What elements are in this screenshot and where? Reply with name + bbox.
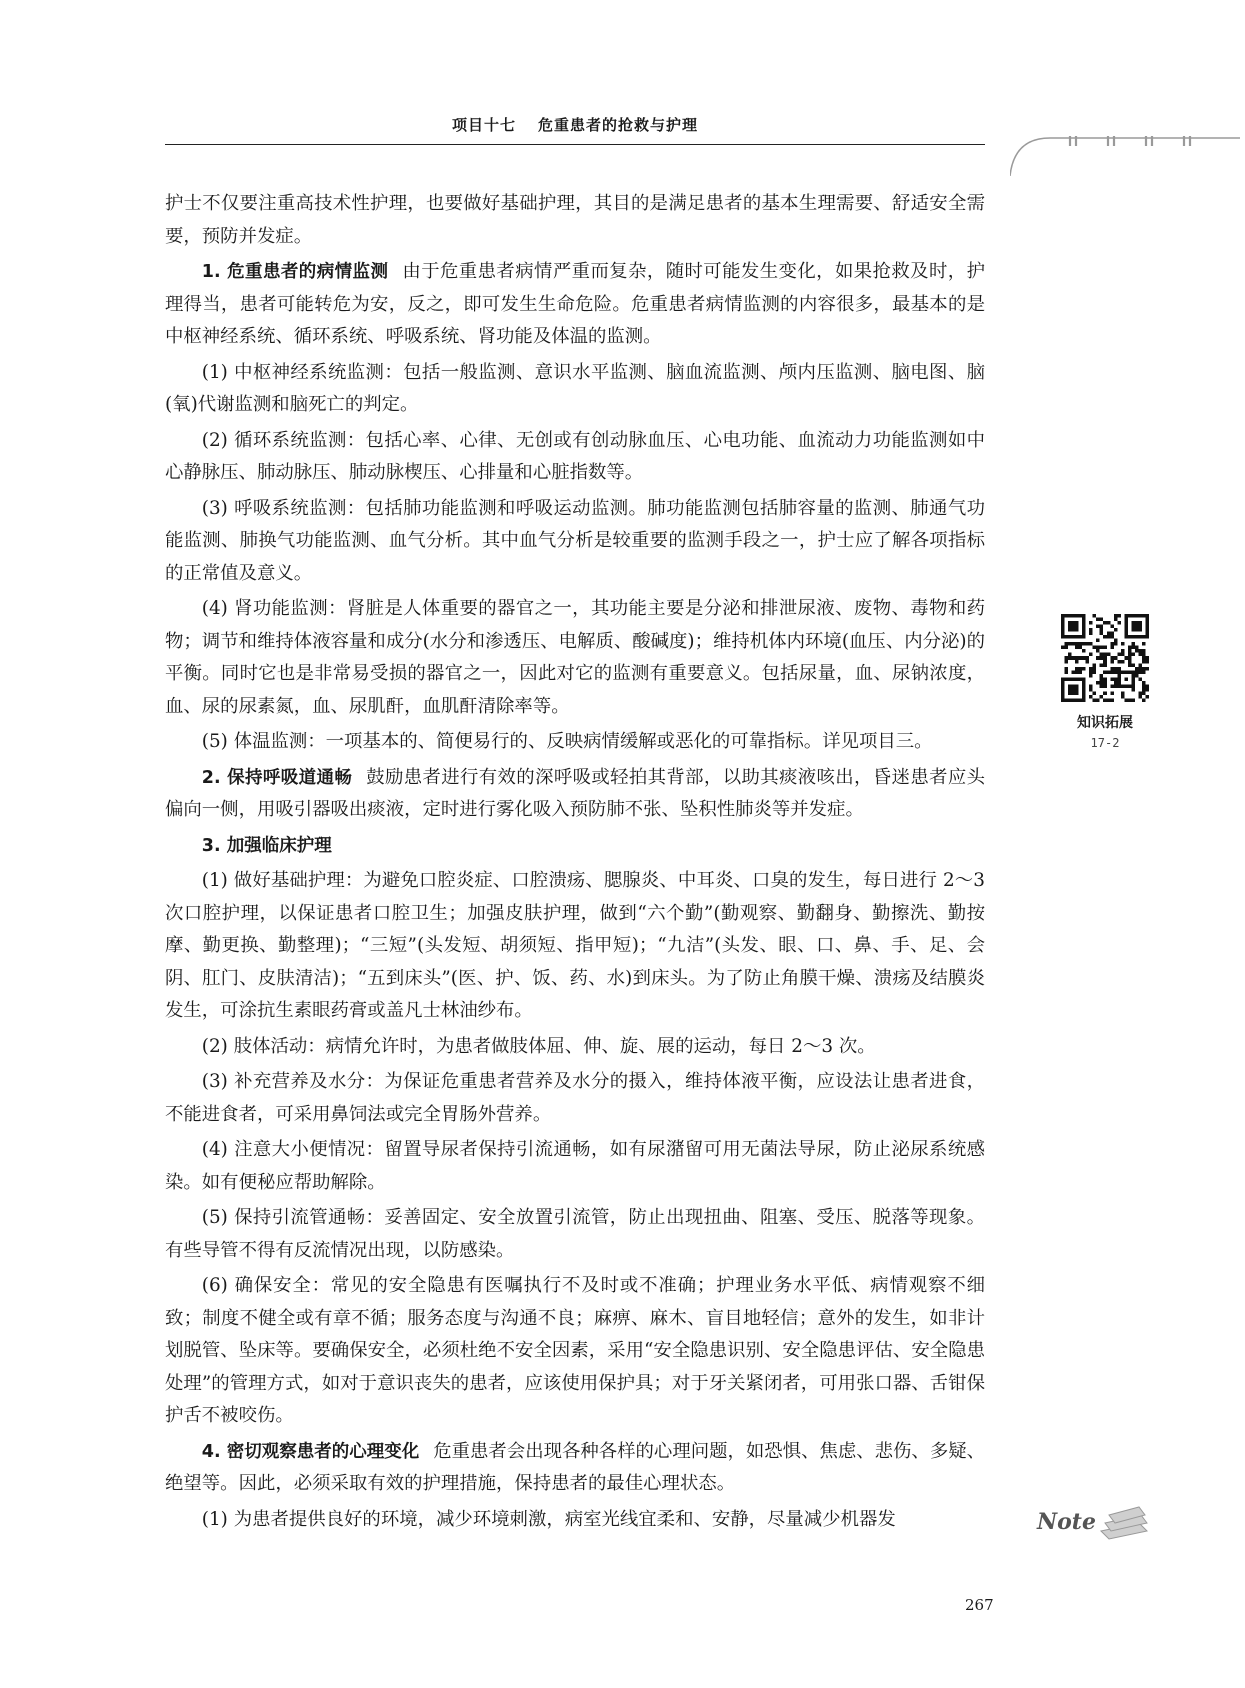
paragraph <box>165 357 985 422</box>
section-heading: 4. 密切观察患者的心理变化 <box>201 1441 420 1462</box>
paragraph <box>165 188 985 253</box>
body-text <box>165 188 985 1536</box>
section-paragraph <box>165 762 985 827</box>
section-heading: 2. 保持呼吸道通畅 <box>201 767 353 788</box>
paragraph-text: (5) 体温监测：一项基本的、简便易行的、反映病情缓解或恶化的可靠指标。详见项目三。 <box>201 731 933 752</box>
paragraph <box>165 726 985 759</box>
paragraph <box>165 1134 985 1199</box>
knowledge-extension-label: 知识拓展 <box>1077 715 1133 731</box>
paragraph-text: (4) 注意大小便情况：留置导尿者保持引流通畅，如有尿潴留可用无菌法导尿，防止泌尿系统感染。如有便秘应帮助解除。 <box>165 1139 985 1193</box>
paragraph-text: (2) 肢体活动：病情允许时，为患者做肢体屈、伸、旋、展的运动，每日 2～3 次。 <box>201 1035 876 1057</box>
paragraph <box>165 493 985 591</box>
paragraph-text: (3) 补充营养及水分：为保证危重患者营养及水分的摄入，维持体液平衡，应设法让患者进食，不能进食者，可采用鼻饲法或完全胃肠外营养。 <box>165 1071 985 1125</box>
paragraph-text: 危重患者会出现各种各样的心理问题，如恐惧、焦虑、悲伤、多疑、绝望等。因此，必须采取有效的护理措施，保持患者的最佳心理状态。 <box>165 1440 985 1494</box>
section-paragraph <box>165 1436 985 1501</box>
paragraph-text: (5) 保持引流管通畅：妥善固定、安全放置引流管，防止出现扭曲、阻塞、受压、脱落等现象。有些导管不得有反流情况出现，以防感染。 <box>165 1207 985 1261</box>
paragraph <box>165 593 985 723</box>
qr-code-icon[interactable] <box>1061 614 1149 702</box>
paragraph-text: 护士不仅要注重高技术性护理，也要做好基础护理，其目的是满足患者的基本生理需要、舒适安全需要，预防并发症。 <box>165 193 985 247</box>
header-title: 危重患者的抢救与护理 <box>538 116 699 134</box>
paragraph <box>165 1504 985 1537</box>
paragraph <box>165 1202 985 1267</box>
paragraph-text: 由于危重患者病情严重而复杂，随时可能发生变化，如果抢救及时，护理得当，患者可能转危为安，反之，即可发生生命危险。危重患者病情监测的内容很多，最基本的是中枢神经系统、循环系统、呼吸系统、肾功能及体温的监测。 <box>165 261 985 347</box>
paragraph <box>165 425 985 490</box>
paragraph-text: (2) 循环系统监测：包括心率、心律、无创或有创动脉血压、心电功能、血流动力功能监测如中心静脉压、肺动脉压、肺动脉楔压、心排量和心脏指数等。 <box>165 429 985 483</box>
note-logo-text: Note <box>1037 1509 1096 1535</box>
paragraph <box>165 1066 985 1131</box>
header-chapter: 项目十七 <box>451 116 516 134</box>
paragraph <box>165 865 985 1028</box>
section-paragraph <box>165 830 985 863</box>
running-header <box>165 114 985 135</box>
paragraph-text: (1) 做好基础护理：为避免口腔炎症、口腔溃疡、腮腺炎、中耳炎、口臭的发生，每日进行 2～3 次口腔护理，以保证患者口腔卫生；加强皮肤护理，做到“六个勤”(勤观察、勤翻身、勤擦洗、勤按摩、勤更换、勤整理)；“三短”(头发短、胡须短、指甲短)；“九洁”(头发、眼、口、鼻、手、足、会阴、肛门、皮肤清洁)；“五到床头”(医、护、饭、药、水)到床头。为了防止角膜干燥、溃疡及结膜炎发生，可涂抗生素眼药膏或盖凡士林油纱布。 <box>165 870 985 1021</box>
paragraph-text: (1) 中枢神经系统监测：包括一般监测、意识水平监测、脑血流监测、颅内压监测、脑电图、脑(氧)代谢监测和脑死亡的判定。 <box>165 361 985 415</box>
corner-decoration-icon <box>1010 136 1240 176</box>
section-heading: 3. 加强临床护理 <box>201 835 332 856</box>
header-rule <box>165 144 985 145</box>
paragraph-text: 鼓励患者进行有效的深呼吸或轻拍其背部，以助其痰液咳出，昏迷患者应头偏向一侧，用吸引器吸出痰液，定时进行雾化吸入预防肺不张、坠积性肺炎等并发症。 <box>165 766 985 820</box>
note-logo-icon <box>1035 1495 1155 1545</box>
paragraph-text: (6) 确保安全：常见的安全隐患有医嘱执行不及时或不准确；护理业务水平低、病情观察不细致；制度不健全或有章不循；服务态度与沟通不良；麻痹、麻木、盲目地轻信；意外的发生，如非计划脱管、坠床等。要确保安全，必须杜绝不安全因素，采用“安全隐患识别、安全隐患评估、安全隐患处理”的管理方式，如对于意识丧失的患者，应该使用保护具；对于牙关紧闭者，可用张口器、舌钳保护舌不被咬伤。 <box>165 1275 985 1426</box>
paragraph-text: (3) 呼吸系统监测：包括肺功能监测和呼吸运动监测。肺功能监测包括肺容量的监测、肺通气功能监测、肺换气功能监测、血气分析。其中血气分析是较重要的监测手段之一，护士应了解各项指标的正常值及意义。 <box>165 497 985 584</box>
knowledge-extension-code: 17-2 <box>1090 736 1120 750</box>
page-number: 267 <box>965 1596 994 1614</box>
section-paragraph <box>165 256 985 354</box>
section-heading: 1. 危重患者的病情监测 <box>201 262 389 282</box>
paragraph <box>165 1031 985 1064</box>
paragraph <box>165 1270 985 1433</box>
paragraph-text: (1) 为患者提供良好的环境，减少环境刺激，病室光线宜柔和、安静，尽量减少机器发 <box>201 1508 896 1530</box>
paragraph-text: (4) 肾功能监测：肾脏是人体重要的器官之一，其功能主要是分泌和排泄尿液、废物、毒物和药物；调节和维持体液容量和成分(水分和渗透压、电解质、酸碱度)；维持机体内环境(血压、内分泌)的平衡。同时它也是非常易受损的器官之一，因此对它的监测有重要意义。包括尿量，血、尿钠浓度，血、尿的尿素氮，血、尿肌酐，血肌酐清除率等。 <box>165 598 985 717</box>
